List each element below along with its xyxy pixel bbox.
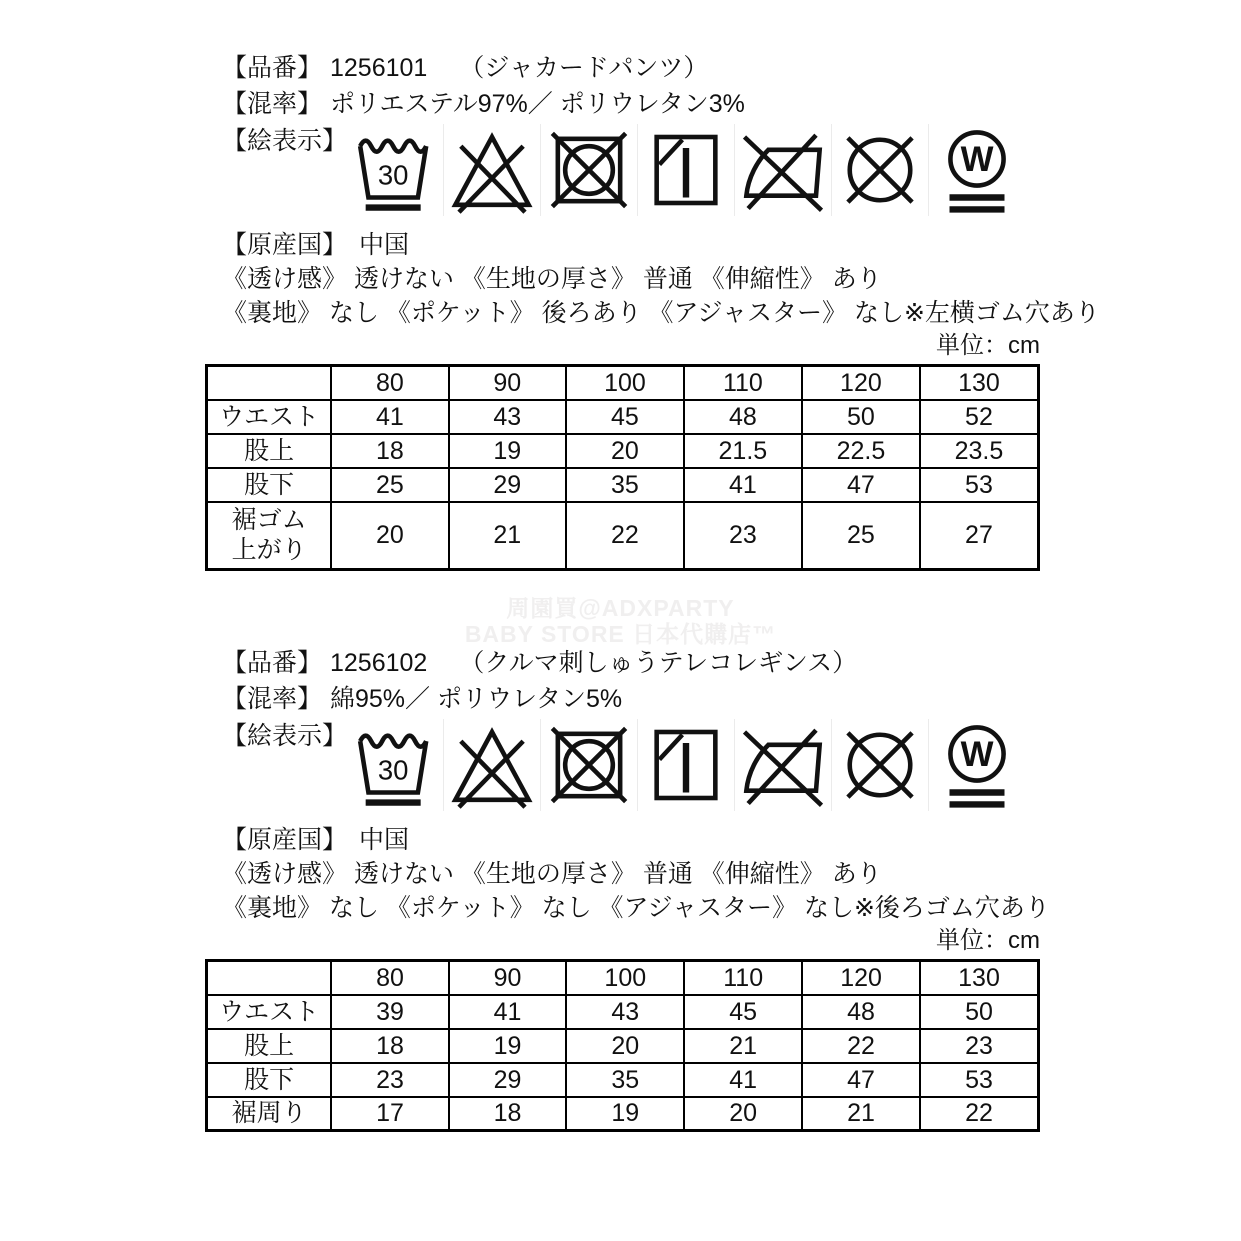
fabric-mix-row — [222, 86, 1040, 122]
size-table-1 — [205, 364, 1040, 571]
size-cell: 41 — [449, 995, 567, 1029]
product-section-1 — [219, 50, 1100, 571]
size-cell: 23 — [684, 502, 802, 570]
table-row — [207, 995, 1039, 1029]
size-cell: 43 — [566, 995, 684, 1029]
size-cell: 52 — [920, 400, 1039, 434]
origin-row — [222, 228, 1040, 262]
wet-clean-gentle-icon — [928, 719, 1025, 811]
size-cell: 45 — [566, 400, 684, 434]
hang-dry-shade-icon — [637, 719, 734, 811]
size-col-header: 110 — [684, 366, 802, 400]
row-label: ウエスト — [207, 400, 332, 434]
size-cell: 22 — [566, 502, 684, 570]
hang-dry-shade-icon — [637, 124, 734, 216]
wash-30-icon — [347, 124, 443, 216]
size-col-header: 110 — [684, 961, 802, 995]
fabric-mix-row — [222, 681, 1040, 717]
size-cell: 17 — [331, 1097, 449, 1131]
size-header-row — [207, 961, 1039, 995]
origin-row — [222, 823, 1040, 857]
do-not-bleach-icon — [443, 719, 540, 811]
size-cell: 48 — [802, 995, 920, 1029]
svg-text:W: W — [960, 734, 994, 774]
size-cell: 19 — [566, 1097, 684, 1131]
row-label-line2: 上がり — [231, 536, 307, 565]
size-cell: 50 — [802, 400, 920, 434]
table-row — [207, 502, 1039, 570]
size-col-header: 80 — [331, 961, 449, 995]
size-col-header: 100 — [566, 961, 684, 995]
item-name: （クルマ刺しゅうテレコレギンス） — [459, 649, 858, 677]
size-cell: 21 — [684, 1029, 802, 1063]
size-cell: 47 — [802, 1063, 920, 1097]
row-label — [207, 502, 332, 570]
row-label: 裾周り — [207, 1097, 332, 1131]
size-cell: 22 — [802, 1029, 920, 1063]
row-label-line1: 裾ゴム — [231, 506, 307, 535]
size-cell: 20 — [566, 1029, 684, 1063]
fabric-mix-value: ポリエステル97%／ ポリウレタン3% — [330, 90, 745, 118]
care-symbols-row — [222, 719, 1040, 811]
store-watermark — [0, 595, 1241, 647]
item-number-label: 【品番】 — [222, 54, 323, 82]
do-not-bleach-icon — [443, 124, 540, 216]
size-cell: 21.5 — [684, 434, 802, 468]
spec-line-1: 《透け感》 透けない 《生地の厚さ》 普通 《伸縮性》 あり — [222, 265, 882, 293]
table-row — [207, 400, 1039, 434]
size-cell: 43 — [449, 400, 566, 434]
origin-value: 中国 — [359, 826, 410, 854]
size-cell: 25 — [802, 502, 920, 570]
table-row — [207, 1097, 1039, 1131]
care-symbols-label: 【絵表示】 — [222, 127, 348, 155]
row-label: 股下 — [207, 468, 332, 502]
size-cell: 23.5 — [920, 434, 1039, 468]
size-cell: 53 — [920, 468, 1039, 502]
corner-cell — [207, 961, 332, 995]
size-cell: 18 — [449, 1097, 567, 1131]
size-cell: 18 — [331, 1029, 449, 1063]
do-not-iron-icon — [734, 124, 831, 216]
size-cell: 25 — [331, 468, 448, 502]
item-name: （ジャカードパンツ） — [459, 54, 709, 82]
item-number-value: 1256101 — [330, 54, 428, 82]
size-cell: 20 — [566, 434, 684, 468]
watermark-line1: 周園買@ADXPARTY — [506, 595, 735, 621]
size-cell: 29 — [449, 468, 566, 502]
size-cell: 19 — [449, 1029, 567, 1063]
size-cell: 45 — [684, 995, 802, 1029]
size-cell: 19 — [449, 434, 566, 468]
size-col-header: 80 — [331, 366, 448, 400]
svg-text:W: W — [960, 139, 994, 179]
fabric-mix-value: 綿95%／ ポリウレタン5% — [330, 685, 623, 713]
care-symbols-label: 【絵表示】 — [222, 722, 348, 750]
unit-label: 単位：cm — [936, 927, 1040, 954]
size-cell: 22.5 — [802, 434, 920, 468]
table-row — [207, 1029, 1039, 1063]
size-col-header: 130 — [920, 366, 1039, 400]
spec-line-2: 《裏地》 なし 《ポケット》 後ろあり 《アジャスター》 なし※左横ゴム穴あり — [222, 299, 1100, 327]
size-cell: 48 — [684, 400, 802, 434]
origin-value: 中国 — [359, 231, 410, 259]
size-cell: 41 — [684, 1063, 802, 1097]
size-cell: 21 — [449, 502, 566, 570]
do-not-dry-clean-icon — [831, 719, 928, 811]
size-cell: 20 — [684, 1097, 802, 1131]
table-row — [207, 434, 1039, 468]
row-label: ウエスト — [207, 995, 332, 1029]
size-cell: 21 — [802, 1097, 920, 1131]
do-not-iron-icon — [734, 719, 831, 811]
row-label: 股上 — [207, 434, 332, 468]
size-cell: 50 — [920, 995, 1038, 1029]
do-not-dry-clean-icon — [831, 124, 928, 216]
size-col-header: 90 — [449, 961, 567, 995]
svg-text:30: 30 — [377, 754, 409, 786]
size-col-header: 120 — [802, 366, 920, 400]
size-cell: 18 — [331, 434, 448, 468]
item-number-label: 【品番】 — [222, 649, 323, 677]
care-symbols-row — [222, 124, 1040, 216]
fabric-mix-label: 【混率】 — [222, 685, 323, 713]
row-label: 股上 — [207, 1029, 332, 1063]
row-label: 股下 — [207, 1063, 332, 1097]
table-row — [207, 468, 1039, 502]
size-cell: 41 — [684, 468, 802, 502]
size-col-header: 120 — [802, 961, 920, 995]
origin-label: 【原産国】 — [222, 826, 348, 854]
size-cell: 23 — [920, 1029, 1038, 1063]
size-cell: 20 — [331, 502, 448, 570]
size-cell: 29 — [449, 1063, 567, 1097]
do-not-tumble-dry-icon — [540, 719, 637, 811]
origin-label: 【原産国】 — [222, 231, 348, 259]
svg-text:30: 30 — [377, 159, 409, 191]
size-col-header: 90 — [449, 366, 566, 400]
size-col-header: 130 — [920, 961, 1038, 995]
item-number-value: 1256102 — [330, 649, 428, 677]
item-number-row — [222, 645, 1040, 681]
table-row — [207, 1063, 1039, 1097]
care-symbols-strip — [347, 124, 1025, 216]
unit-label: 単位：cm — [936, 332, 1040, 359]
size-col-header: 100 — [566, 366, 684, 400]
corner-cell — [207, 366, 332, 400]
size-cell: 39 — [331, 995, 449, 1029]
do-not-tumble-dry-icon — [540, 124, 637, 216]
item-number-row — [222, 50, 1040, 86]
fabric-mix-label: 【混率】 — [222, 90, 323, 118]
size-cell: 35 — [566, 1063, 684, 1097]
watermark-line2: BABY STORE 日本代購店™ — [464, 621, 777, 647]
spec-line-1: 《透け感》 透けない 《生地の厚さ》 普通 《伸縮性》 あり — [222, 860, 882, 888]
size-cell: 27 — [920, 502, 1039, 570]
size-cell: 35 — [566, 468, 684, 502]
care-symbols-strip — [347, 719, 1025, 811]
spec-line-2: 《裏地》 なし 《ポケット》 なし 《アジャスター》 なし※後ろゴム穴あり — [222, 894, 1050, 922]
size-cell: 47 — [802, 468, 920, 502]
size-table-2 — [205, 959, 1040, 1132]
size-cell: 22 — [920, 1097, 1038, 1131]
wash-30-icon — [347, 719, 443, 811]
size-header-row — [207, 366, 1039, 400]
size-cell: 41 — [331, 400, 448, 434]
wet-clean-gentle-icon — [928, 124, 1025, 216]
size-cell: 23 — [331, 1063, 449, 1097]
product-section-2 — [219, 645, 1050, 1132]
size-cell: 53 — [920, 1063, 1038, 1097]
